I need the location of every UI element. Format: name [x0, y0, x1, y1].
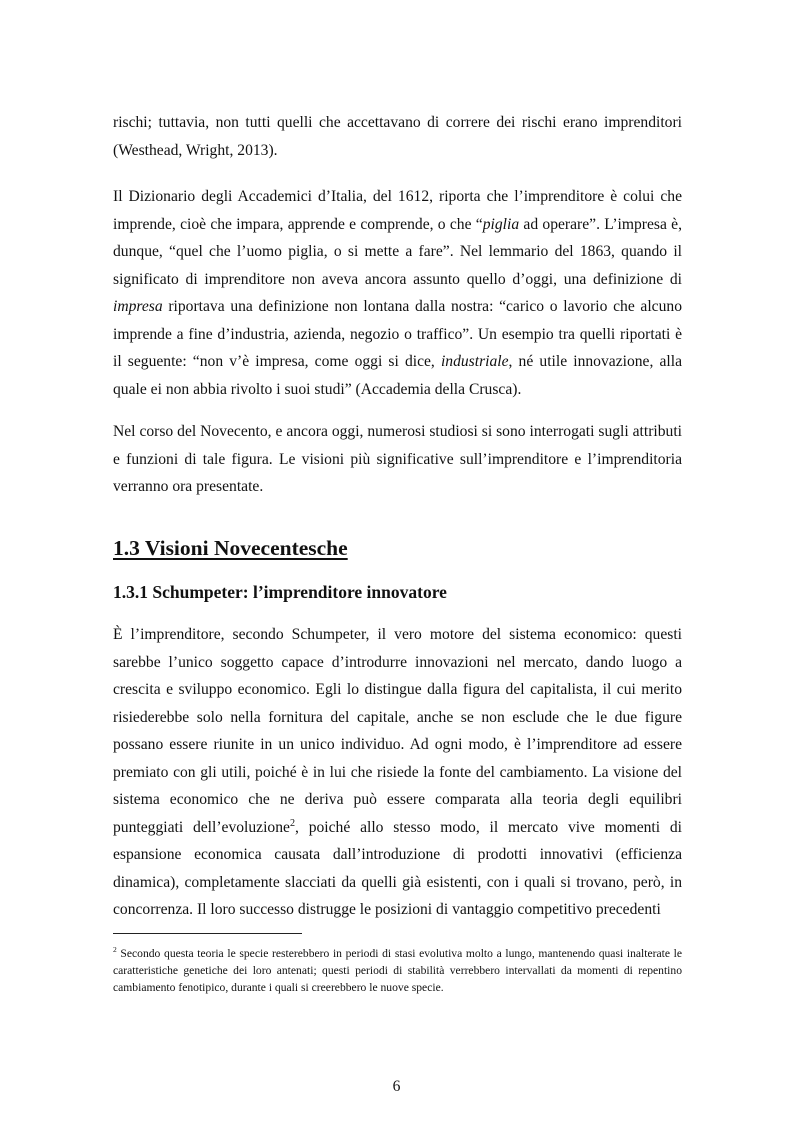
paragraph-4-text [113, 621, 682, 924]
footnote-separator [113, 933, 302, 934]
paragraph-2-text [113, 183, 682, 403]
footnote [113, 945, 682, 996]
italic-term-impresa: impresa [113, 298, 163, 315]
italic-term-industriale: industriale [440, 353, 509, 370]
footnote-reference[interactable]: 2 [289, 817, 296, 829]
paragraph-3-text: Nel corso del Novecento, e ancora oggi, numerosi studiosi si sono interrogati sugli attributi e funzioni di tale figura. Le visioni più significative sull’imprenditore e l’imprenditoria verranno ora presentate. [113, 423, 682, 495]
subsection-heading: 1.3.1 Schumpeter: l’imprenditore innovatore [113, 582, 447, 602]
text-run: , poiché allo stesso modo, il mercato vive momenti di espansione economica causata dall’introduzione di prodotti innovativi (efficienza dinamica), completamente slacciati da quelli già esistenti, con i quali si trovano, però, in concorrenza. Il loro successo distrugge le posizioni di vantaggio competitivo precedenti [113, 818, 683, 918]
text-run: , né utile innovazione, alla quale ei non abbia rivolto i suoi studi” (Accademia della Crusca). [113, 353, 682, 398]
section-heading: 1.3 Visioni Novecentesche [113, 536, 348, 560]
text-run: ad operare”. L’impresa è, dunque, “quel che l’uomo piglia, o si mette a fare”. Nel lemmario del 1863, quando il significato di imprenditore non aveva ancora assunto quello d’oggi, una definizione di [113, 215, 683, 288]
paragraph-4 [113, 621, 682, 924]
page-number: 6 [392, 1078, 401, 1095]
footnote-number: 2 [113, 945, 117, 955]
text-run: È l’imprenditore, secondo Schumpeter, il vero motore del sistema economico: questi sarebbe l’unico soggetto capace d’introdurre innovazioni nel mercato, dando luogo a crescita e sviluppo economico. Egli lo distingue dalla figura del capitalista, il cui merito risiederebbe solo nella fornitura del capitale, anche se non esclude che le due figure possano essere riunite in un unico individuo. Ad ogni modo, è l’imprenditore ad essere premiato con gli utili, poiché è in lui che risiede la fonte del cambiamento. La visione del sistema economico che ne deriva può essere comparata alla teoria degli equilibri punteggiati dell’evoluzione [113, 626, 682, 836]
paragraph-1 [113, 109, 682, 164]
paragraph-2 [113, 183, 682, 403]
text-run: Il Dizionario degli Accademici d’Italia, del 1612, riporta che l’imprenditore è colui che imprende, cioè che impara, apprende e comprende, o che “ [113, 188, 682, 233]
paragraph-1-text: rischi; tuttavia, non tutti quelli che accettavano di correre dei rischi erano imprenditori (Westhead, Wright, 2013). [113, 114, 682, 159]
italic-term-piglia: piglia [482, 215, 520, 233]
text-run: riportava una definizione non lontana dalla nostra: “carico o lavorio che alcuno imprende a fine d’industria, azienda, negozio o traffico”. Un esempio tra quelli riportati è il seguente: “non v’è impresa, come oggi si dice, [113, 298, 682, 370]
paragraph-3 [113, 418, 682, 501]
footnote-text: Secondo questa teoria le specie resterebbero in periodi di stasi evolutiva molto a lungo, mantenendo quasi inalterate le caratteristiche genetiche dei loro antenati; questi periodi di stabilità verrebbero intervallati da momenti di repentino cambiamento fenotipico, durante i quali si creerebbero le nuove specie. [113, 947, 682, 994]
